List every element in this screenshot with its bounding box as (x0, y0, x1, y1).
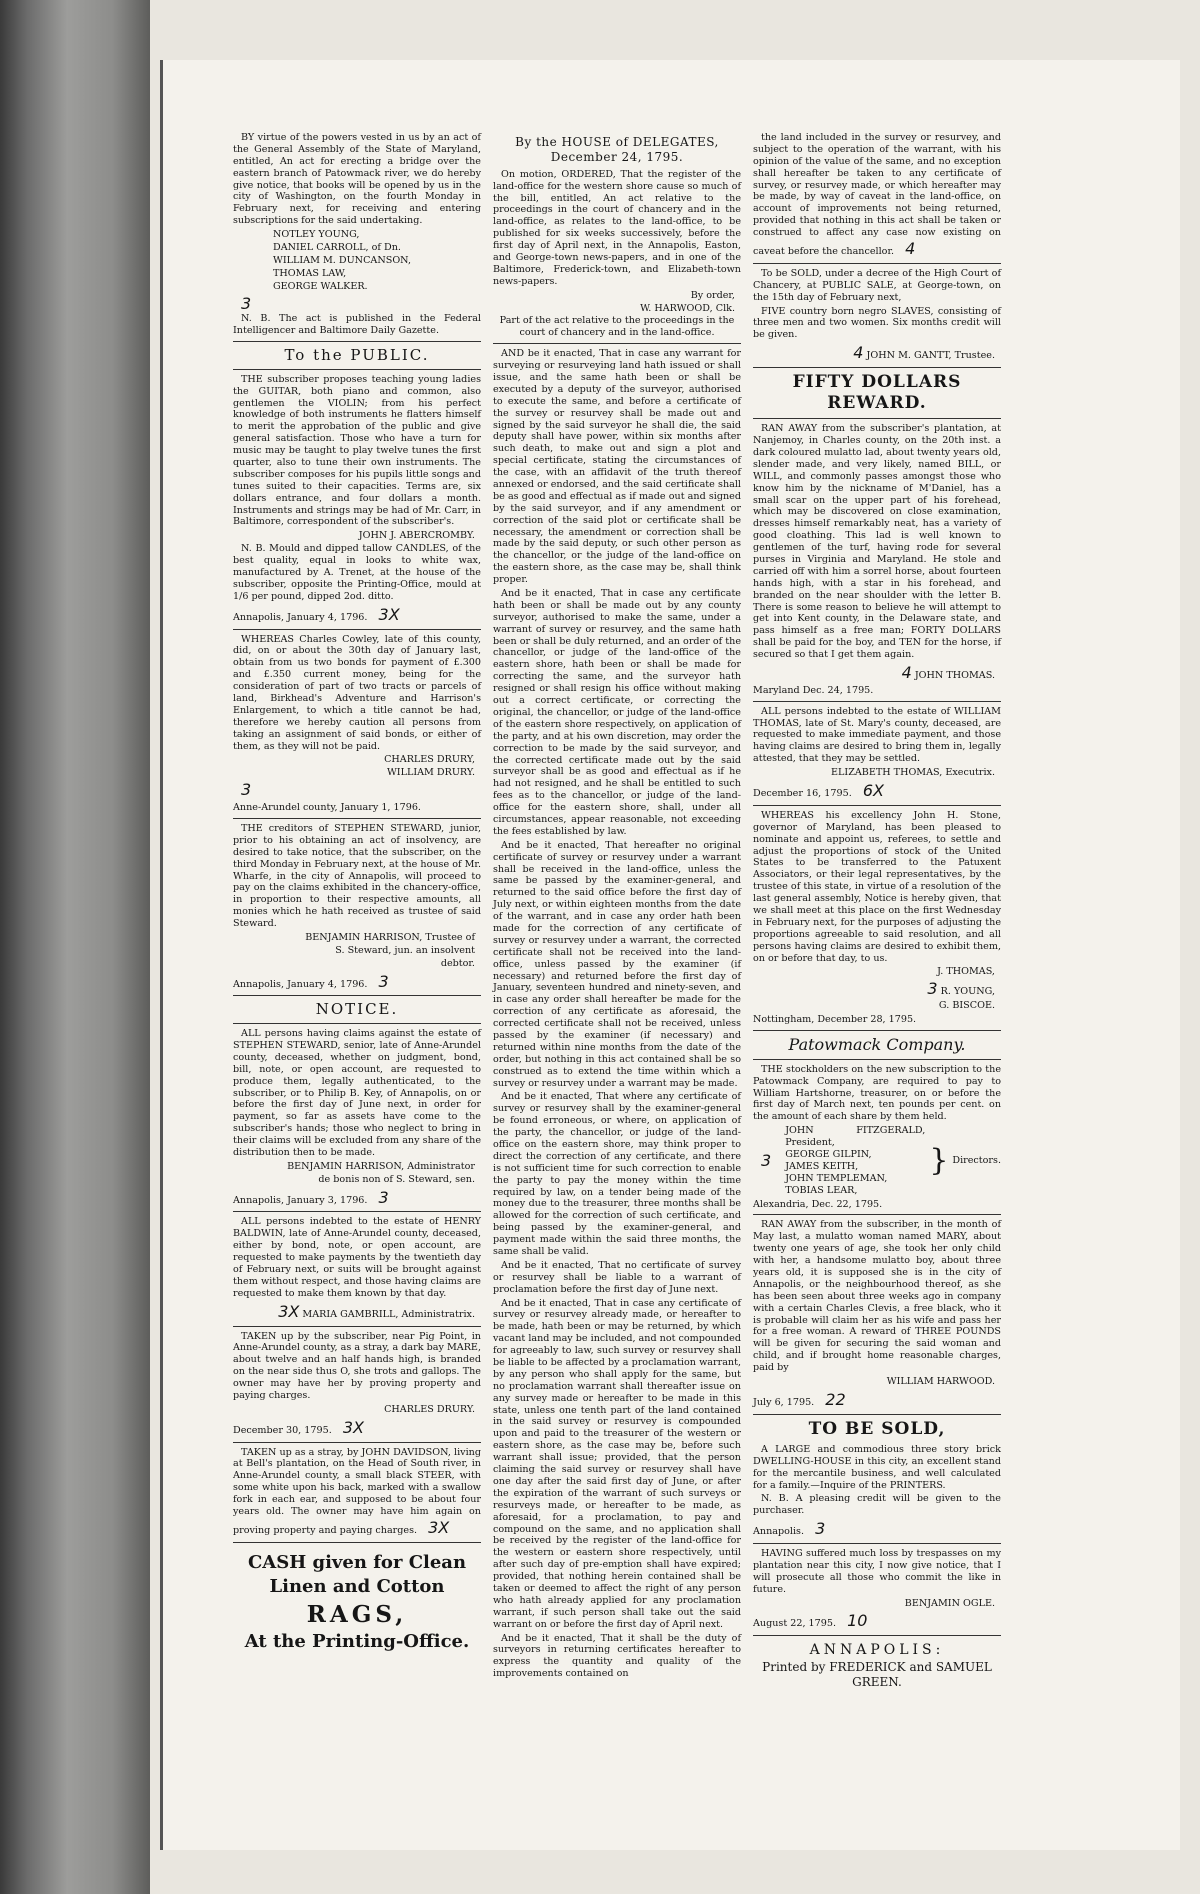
act-paragraph: And be it enacted, That in case any certificate of survey or resurvey already made, or hereafter to be made, hath been or may be returned, by which vacant land may be included, and not compounded for agreeably to law, such survey or resurvey shall be liable to be affected by a proclamation warrant, by any person who shall apply for the same, but no proclamation warrant shall thereafter issue on any survey made or hereafter to be made in this state, unless one tenth part of the land contained in the said survey or resurvey is compounded upon and paid to the treasurer of the western or eastern shore, as the case may be, before such warrant shall issue; provided, that the person claiming the said survey or resurvey shall have one day after the said first day of June, or after the expiration of the warrant of such surveys or resurveys made, or hereafter to be made, as aforesaid, for a proclamation, to pay and compound on the same, and no application shall be received by the register of the land-office for the western or eastern shore respectively, until after such day of pre-emption shall have expired; provided, that nothing herein contained shall be taken or deemed to affect the right of any person who hath already applied for any proclamation warrant, if such person shall take out the said warrant on or before the first day of April next. (493, 1297, 741, 1630)
divider (753, 701, 1001, 702)
signer: G. BISCOE. (938, 1000, 995, 1012)
house-sale-ad (753, 1419, 1001, 1539)
ad-heading: Patowmack Company. (788, 1034, 966, 1054)
delegates-heading: By the HOUSE of DELEGATES, December 24, 1795. (515, 135, 719, 164)
signer: JAMES KEITH, (785, 1160, 859, 1172)
cash-line: At the Printing-Office. (244, 1631, 470, 1653)
runaway-mary-ad (753, 1219, 1001, 1409)
handwritten-mark: 22 (825, 1389, 846, 1409)
handwritten-mark: 6X (862, 781, 884, 801)
ad-heading: TO BE SOLD, (808, 1418, 946, 1439)
dateline (753, 781, 1001, 801)
ad-body: THE subscriber proposes teaching young ladies the GUITAR, both piano and common, also gentlemen the VIOLIN; from his perfect knowledge of both instruments he flatters himself to merit the approbation of the public and give general satisfaction. Those who have a turn for music may be taught to play twelve tunes the first quarter, also to tune their own instruments. The subscriber composes for his pupils little songs and tunes suited to their capacities. Terms are, six dollars entrance, and four dollars a month. Instruments and strings may be had of Mr. Carr, in Baltimore, correspondent of the subscriber's. (233, 373, 481, 528)
divider (233, 995, 481, 996)
handwritten-mark: 3 (378, 1187, 389, 1207)
ad-heading: NOTICE. (315, 1000, 399, 1019)
ad-body: ALL persons indebted to the estate of HENRY BALDWIN, late of Anne-Arundel county, deceased, either by bond, note, or open account, are requested to make payments by the twentieth day of February next, or suits will be brought against them without respect, and those having claims are requested to make them known by that day. (233, 1216, 481, 1299)
handwritten-mark: 4 (853, 343, 864, 363)
dateline (233, 1188, 481, 1208)
printer-imprint (753, 1642, 1001, 1689)
date-text: Annapolis. (753, 1526, 805, 1538)
act-paragraph: And be it enacted, That in case any certificate hath been or shall be made out by any county surveyor, authorised to make the same, under a warrant of survey or resurvey, and the same hath been or shall be duly returned, and an order of the chancellor, or judge of the land-office of the eastern shore, hath been or shall be made for correcting the same, and the surveyor hath resigned or shall resign his office without making out a correct certificate, or correcting the original, the chancellor, or judge of the land-office of the eastern shore respectively, on application of the party, and at his own discretion, may order the correction to be made by the said surveyor, and the corrected certificate made out by the said surveyor shall be as good and effectual as if he had not resigned, and he shall be entitled to such fees as to the chancellor, or judge of the land-office for the eastern shore, shall, under all circumstances, appear reasonable, not exceeding the fees established by law. (493, 588, 741, 837)
divider (233, 341, 481, 342)
divider (753, 1030, 1001, 1031)
signer: ELIZABETH THOMAS, Executrix. (831, 767, 995, 779)
nota-bene: N. B. A pleasing credit will be given to the purchaser. (753, 1493, 1001, 1517)
handwritten-mark: 3X (428, 1517, 450, 1537)
handwritten-mark: 3 (378, 971, 389, 991)
signer: WILLIAM HARWOOD. (886, 1376, 995, 1388)
date-text: July 6, 1795. (753, 1396, 815, 1408)
signer: JOHN J. ABERCROMBY. (358, 530, 475, 542)
ad-body: HAVING suffered much loss by trespasses on my plantation near this city, I now give notice, that I will prosecute all those who commit the like in future. (753, 1548, 1001, 1595)
notice-ad (233, 1000, 481, 1207)
signer: NOTLEY YOUNG, (273, 229, 360, 241)
ad-body (233, 1447, 481, 1538)
newspaper-page (160, 60, 1180, 1850)
date-text: Anne-Arundel county, January 1, 1796. (233, 802, 421, 814)
divider (233, 1442, 481, 1443)
act-continuation (753, 132, 1001, 259)
signer: WILLIAM DRURY. (386, 767, 475, 779)
date-text: Alexandria, Dec. 22, 1795. (753, 1198, 883, 1210)
handwritten-mark: 4 (905, 239, 916, 259)
stray-steer-ad (233, 1447, 481, 1538)
trespass-ad (753, 1548, 1001, 1631)
date-text: Maryland Dec. 24, 1795. (753, 684, 874, 696)
ad-body: THE creditors of STEPHEN STEWARD, junior, prior to his obtaining an act of insolvency, are desired to take notice, that the subscriber, on the third Monday in February next, at the house of Mr. Wharfe, in the city of Annapolis, will proceed to pay on the claims exhibited in the chancery-office, in proportion to their respective amounts, all monies which he hath received as trustee of said Steward. (233, 822, 481, 930)
ad-body: A LARGE and commodious three story brick DWELLING-HOUSE in this city, an excellent stand for the mercantile business, and well calculated for a family.—Inquire of the PRINTERS. (753, 1443, 1001, 1491)
signer-list (785, 1125, 925, 1196)
ad-body: FIVE country born negro SLAVES, consisting of three men and two women. Six months credit will be given. (753, 305, 1001, 341)
reward-ad (753, 372, 1001, 697)
divider (753, 805, 1001, 806)
ad-body: TAKEN up by the subscriber, near Pig Point, in Anne-Arundel county, as a stray, a dark bay MARE, about twelve and an half hands high, is branded on the near side thus O, she trots and gallops. The owner may have her by proving property and paying charges. (233, 1330, 481, 1401)
stray-mare-ad (233, 1331, 481, 1438)
bond-caution-ad (233, 634, 481, 814)
by-order: By order, (690, 289, 735, 301)
signer-name: MARIA GAMBRILL, Administratrix. (302, 1308, 475, 1320)
slave-sale-ad (753, 268, 1001, 363)
ad-heading: To the PUBLIC. (284, 346, 430, 365)
divider (233, 1542, 481, 1543)
signer: JOHN TEMPLEMAN, (785, 1172, 888, 1184)
clerk-signature: W. HARWOOD, Clk. (640, 302, 735, 314)
divider (753, 1543, 1001, 1544)
signer: S. Steward, jun. an insolvent (335, 944, 475, 956)
handwritten-mark: 10 (847, 1611, 868, 1631)
brace: } (929, 1143, 949, 1179)
dateline (753, 1519, 1001, 1539)
signer (753, 979, 995, 999)
divider (753, 1059, 1001, 1060)
thomas-estate-ad (753, 706, 1001, 801)
signer: THOMAS LAW, (273, 267, 347, 279)
ad-body-text: TAKEN up as a stray, by JOHN DAVIDSON, living at Bell's plantation, on the Head of South river, in Anne-Arundel county, a small black STEER, with some white upon his back, marked with a swallow fork in each ear, and supposed to be about four years old. The owner may have him again on proving property and paying charges. (233, 1446, 481, 1536)
handwritten-mark: 3 (241, 780, 252, 800)
date-text: Annapolis, January 3, 1796. (233, 1194, 368, 1206)
handwritten-mark: 3 (241, 293, 252, 313)
dateline (233, 972, 481, 992)
signer: GEORGE GILPIN, (785, 1149, 872, 1161)
divider (753, 1414, 1001, 1415)
cash-for-rags-ad (233, 1551, 481, 1655)
signer: debtor. (440, 957, 475, 969)
signer: BENJAMIN OGLE. (904, 1597, 995, 1609)
signer: JOHN FITZGERALD, President, (785, 1125, 926, 1149)
handwritten-mark: 3 (927, 979, 938, 999)
signer: J. THOMAS, (937, 966, 995, 978)
act-paragraph: AND be it enacted, That in case any warrant for surveying or resurveying land hath issued or shall issue, and the same hath been or shall be executed by a deputy of the surveyor, authorised to execute the same, and before a certificate of the survey or resurvey shall be made out and signed by the said surveyor he shall die, the said deputy shall have power, within six months after such death, to make out and sign a plot and special certificate, stating the circumstances of the case, with an affidavit of the truth thereof annexed or endorsed, and the said certificate shall be as good and effectual as if made out and signed by the said surveyor, and if any amendment or correction of the said plot or certificate shall be necessary, the amendment or correction shall be made by the said deputy, or such other person as the chancellor, or the judge of the land-office on the eastern shore, as the case may be, shall think proper. (493, 348, 741, 586)
act-continuation-text: the land included in the survey or resurvey, and subject to the operation of the warrant, with his opinion of the value of the same, and no exception shall hereafter be taken to any certificate of survey, or resurvey made, or which hereafter may be made, by way of caveat in the land-office, on account of improvements not being returned, provided that nothing in this act shall be taken or construed to affect any case now existing on caveat before the chancellor. (753, 132, 1001, 258)
column-1 (233, 132, 481, 1655)
directors-block (753, 1125, 1001, 1196)
date-text: December 16, 1795. (753, 788, 852, 800)
cash-line: CASH given for Clean (247, 1551, 467, 1573)
signer: BENJAMIN HARRISON, Administrator (287, 1160, 475, 1172)
act-paragraph: And be it enacted, That no certificate of survey or resurvey shall be liable to a warrant of proclamation before the first day of June next. (493, 1259, 741, 1295)
signer: BENJAMIN HARRISON, Trustee of (305, 931, 475, 943)
date-text: Nottingham, December 28, 1795. (753, 1014, 917, 1026)
signer-name: JOHN THOMAS. (914, 669, 995, 681)
signer (753, 343, 995, 363)
referees-ad (753, 810, 1001, 1026)
act-paragraph: And be it enacted, That where any certificate of survey or resurvey shall by the examiner-general be found erroneous, or where, on application of the party, the chancellor, or judge of the land-office on the eastern shore, may think proper to direct the correction of any certificate, and there is not sufficient time for such correction to enable the party to pay the money within the time required by law, on a tender being made of the money due to the treasurer, three months shall be allowed for the correction of such certificate, and being passed by the examiner-general, and payment made within the said three months, the same shall be valid. (493, 1091, 741, 1258)
column-3 (753, 132, 1001, 1689)
handwritten-mark: 4 (901, 662, 912, 682)
date-text: August 22, 1795. (753, 1618, 837, 1630)
ad-body: WHEREAS his excellency John H. Stone, governor of Maryland, has been pleased to nominate and appoint us, referees, to settle and adjust the proportions of stock of the United States to be transferred to the Patuxent Associators, or their legal representatives, by the trustee of this state, in virtue of a resolution of the last general assembly, Notice is hereby given, that we shall meet at this place on the first Wednesday in February next, for the purposes of adjusting the proportions agreeable to said resolution, and all persons having claims are desired to exhibit them, on or before that day, to us. (753, 809, 1001, 964)
handwritten-mark: 3 (761, 1150, 772, 1170)
book-binding-edge (0, 0, 150, 1894)
signer: CHARLES DRURY, (384, 754, 475, 766)
creditors-ad (233, 823, 481, 992)
divider (233, 1326, 481, 1327)
date-text: December 30, 1795. (233, 1424, 332, 1436)
act-paragraph: And be it enacted, That it shall be the duty of surveyors in returning certificates hereafter to express the quantity and quality of the improvements contained on (493, 1632, 741, 1680)
divider (233, 1023, 481, 1024)
ad-heading: FIFTY DOLLARS REWARD. (792, 372, 962, 414)
divider (233, 629, 481, 630)
handwritten-mark: 3X (342, 1417, 364, 1437)
cash-line: Linen and Cotton (269, 1576, 445, 1598)
dateline (753, 1611, 1001, 1631)
dateline (753, 1390, 1001, 1410)
nota-bene: N. B. The act is published in the Federal Intelligencer and Baltimore Daily Gazette. (233, 313, 481, 337)
bridge-notice-body: BY virtue of the powers vested in us by an act of the General Assembly of the State of Maryland, entitled, An act for erecting a bridge over the eastern branch of Patowmack river, we do hereby give notice, that books will be opened by us in the city of Washington, on the fourth Monday in February next, for receiving and entering subscriptions for the said undertaking. (233, 132, 481, 227)
signer: GEORGE WALKER. (273, 280, 368, 292)
act-subheading: Part of the act relative to the proceedings in the court of chancery and in the land-office. (499, 315, 735, 339)
ad-body: ALL persons having claims against the estate of STEPHEN STEWARD, senior, late of Anne-Arundel county, deceased, whether on judgment, bond, bill, note, or open account, are requested to produce them, legally authenticated, to the subscriber, or to Philip B. Key, of Annapolis, on or before the first day of June next, in order for payment, so far as assets have come to the subscriber's hands; those who neglect to bring in their claims will be excluded from any share of the distribution then to be made. (233, 1028, 481, 1158)
directors-label: Directors. (952, 1154, 1001, 1166)
cash-line: RAGS, (306, 1601, 408, 1629)
divider (493, 343, 741, 344)
signer: DANIEL CARROLL, of Dn. (273, 242, 401, 254)
bridge-notice (233, 132, 481, 337)
divider (753, 1214, 1001, 1215)
ad-body: THE stockholders on the new subscription to the Patowmack Company, are required to pay to William Hartshorne, treasurer, on or before the first day of March next, ten pounds per cent. on the amount of each share by them held. (753, 1063, 1001, 1123)
divider (233, 369, 481, 370)
column-2 (493, 132, 741, 1682)
imprint-place: ANNAPOLIS: (809, 1642, 945, 1659)
signer: WILLIAM M. DUNCANSON, (273, 254, 412, 266)
date-text: Annapolis, January 4, 1796. (233, 611, 368, 623)
signer (233, 1302, 475, 1322)
date-text: Annapolis, January 4, 1796. (233, 978, 368, 990)
divider (233, 818, 481, 819)
act-paragraph: And be it enacted, That hereafter no original certificate of survey or resurvey under a warrant shall be received in the land-office, unless the same be passed by the examiner-general, and returned to the said office before the first day of July next, or within eighteen months from the date of the warrant, and in case any order hath been made for the correction of any certificate of survey or resurvey under a warrant, the corrected certificate shall not be received into the land-office, unless passed by the examiner (if necessary) and returned before the first day of January, seventeen hundred and ninety-seven, and in case any order shall hereafter be made for the correction of any certificate as aforesaid, the corrected certificate shall not be received, unless passed by the examiner (if necessary) and returned within nine months from the date of the order, but nothing in this act contained shall be so construed as to extend the time within which a survey or resurvey under a warrant may be made. (493, 839, 741, 1089)
divider (233, 1211, 481, 1212)
signer: de bonis non of S. Steward, sen. (318, 1173, 475, 1185)
patowmack-company-ad (753, 1035, 1001, 1211)
order-text: On motion, ORDERED, That the register of the land-office for the western shore cause so much of the bill, entitled, An act relative to the proceedings in the court of chancery and in the land-office, as relates to the land-office, to be published for six weeks successively, before the first day of April next, in the Annapolis, Easton, and George-town news-papers, and in one of the Baltimore, Frederick-town, and Elizabeth-town news-papers. (493, 168, 741, 287)
baldwin-estate-ad (233, 1216, 481, 1321)
signer-name: JOHN M. GANTT, Trustee. (866, 350, 995, 362)
signer: TOBIAS LEAR, (785, 1184, 858, 1196)
imprint-printers: Printed by FREDERICK and SAMUEL GREEN. (762, 1659, 992, 1689)
ad-body: WHEREAS Charles Cowley, late of this county, did, on or about the 30th day of January last, obtain from us two bonds for payment of £.300 and £.350 current money, being for the consideration of part of two tracts or parcels of land, Birkhead's Adventure and Harrison's Enlargement, to which a title cannot be had, therefore we hereby caution all persons from taking an assignment of said bonds, or either of them, as they will not be paid. (233, 633, 481, 752)
signer: CHARLES DRURY. (384, 1403, 475, 1415)
divider (753, 263, 1001, 264)
handwritten-mark: 3X (378, 604, 400, 624)
music-teacher-ad (233, 346, 481, 624)
signer (753, 663, 995, 683)
dateline (233, 1418, 481, 1438)
divider (753, 418, 1001, 419)
ad-body: RAN AWAY from the subscriber's plantation, at Nanjemoy, in Charles county, on the 20th inst. a dark coloured mulatto lad, about twenty years old, slender made, and very likely, named BILL, or WILL, and commonly passes amongst those who know him by the nickname of M'Daniel, has a small scar on the upper part of his forehead, which may be discovered on close examination, dresses himself remarkably neat, has a variety of good cloathing. This lad is well known to gentlemen of the turf, having rode for several purses in Virginia and Maryland. He stole and carried off with him a sorrel horse, about fourteen hands high, with a star in his forehead, and branded on the near shoulder with the letter B. There is some reason to believe he will attempt to get into Kent county, in the Delaware state, and pass himself as a free man; FORTY DOLLARS shall be paid for the boy, and TEN for the horse, if secured so that I get them again. (753, 423, 1001, 661)
signer-name: R. YOUNG, (940, 986, 995, 998)
divider (753, 367, 1001, 368)
ad-body: ALL persons indebted to the estate of WILLIAM THOMAS, late of St. Mary's county, deceased, are requested to make immediate payment, and those having claims are desired to bring them in, legally attested, that they may be settled. (753, 705, 1001, 765)
ad-body: RAN AWAY from the subscriber, in the month of May last, a mulatto woman named MARY, about twenty one years of age, she took her only child with her, a handsome mulatto boy, about three years old, it is supposed she is in the city of Annapolis, or the neighbourhood thereof, as she has been seen about three weeks ago in company with a certain Charles Clevis, a free black, who it is probable will claim her as his wife and pass her for a free woman. A reward of THREE POUNDS will be given for securing the said woman and child, and if brought home reasonable charges, paid by (753, 1219, 1001, 1374)
divider (753, 1635, 1001, 1636)
nota-bene: N. B. Mould and dipped tallow CANDLES, of the best quality, equal in looks to white wax, manufactured by A. Trenet, at the house of the subscriber, opposite the Printing-Office, mould at 1/6 per pound, dipped 2od. ditto. (233, 543, 481, 602)
handwritten-mark: 3 (815, 1519, 826, 1539)
ad-body: To be SOLD, under a decree of the High Court of Chancery, at PUBLIC SALE, at George-town, on the 15th day of February next, (753, 267, 1001, 303)
dateline (233, 605, 481, 625)
handwritten-mark: 3X (278, 1301, 300, 1321)
